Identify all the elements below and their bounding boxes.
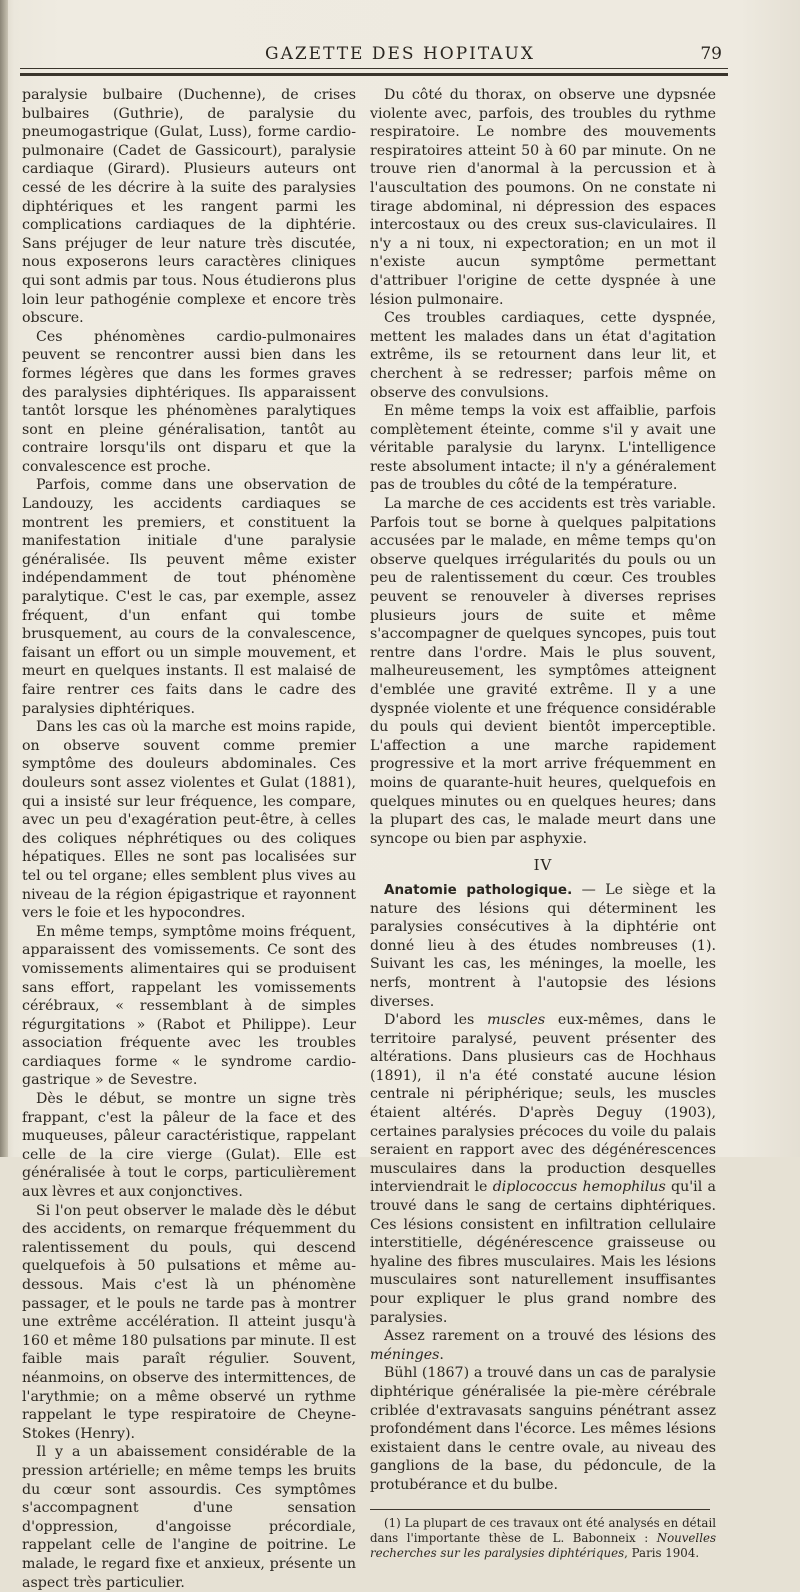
text-run: .	[439, 1346, 444, 1363]
paragraph: Ces phénomènes cardio-pulmonaires peuvent se rencontrer aussi bien dans les formes légères que dans les formes graves des paralysies diphtériques. Ils apparaissent tantôt lorsque les phénomènes paralytiques sont en pleine généralisation, tantôt au contraire lorsqu'ils ont disparu et que la convalescence est proche.	[22, 328, 356, 475]
paragraph: Du côté du thorax, on observe une dypsnée violente avec, parfois, des troubles du rythme respiratoire. Le nombre des mouvements respiratoires atteint 50 à 60 par minute. On ne trouve rien d'anormal à la percussion et à l'auscultation des poumons. On ne constate ni tirage abdominal, ni dépression des espaces intercostaux ou des creux sus-claviculaires. Il n'y a ni toux, ni expectoration; en un mot il n'existe aucun symptôme permettant d'attribuer l'origine de cette dyspnée à une lésion pulmonaire.	[370, 87, 716, 308]
right-column	[370, 86, 716, 1561]
paragraph: paralysie bulbaire (Duchenne), de crises bulbaires (Guthrie), de paralysie du pneumogastrique (Gulat, Luss), forme cardio-pulmonaire (Cadet de Gassicourt), paralysie cardiaque (Girard). Plusieurs auteurs ont cessé de les décrire à la suite des paralysies diphtériques et les rangent parmi les complications cardiaques de la diphtérie. Sans préjuger de leur nature très discutée, nous exposerons leurs caractères cliniques qui sont admis par tous. Nous étudierons plus loin leur pathogénie complexe et encore très obscure.	[22, 87, 356, 327]
paragraph: Il y a un abaissement considérable de la pression artérielle; en même temps les bruits du cœur sont assourdis. Ces symptômes s'accompagnent d'une sensation d'oppression, d'angoisse précordiale, rappelant celle de l'angine de poitrine. Le malade, le regard fixe et anxieux, présente un aspect très particulier.	[22, 1444, 356, 1591]
section-intro-text: — Le siège et la nature des lésions qui déterminent les paralysies consécutives à la diphtérie ont donné lieu à des études nombreuses (1). Suivant les cas, les méninges, la moelle, les nerfs, montrent à l'autopsie des lésions diverses.	[370, 881, 716, 1010]
text-run: (1) La plupart de ces travaux ont été analysés en détail dans l'importante thèse de L. Babonneix :	[370, 1515, 716, 1545]
meninges-paragraph	[370, 1327, 716, 1364]
muscles-paragraph	[370, 1011, 716, 1327]
binding-edge	[0, 0, 8, 1157]
paragraph: Parfois, comme dans une observation de Landouzy, les accidents cardiaques se montrent les premiers, et constituent la manifestation initiale d'une paralysie généralisée. Ils peuvent même exister indépendamment de tout phénomène paralytique. C'est le cas, par exemple, assez fréquent, d'un enfant qui tombe brusquement, au cours de la convalescence, faisant un effort ou un simple mouvement, et meurt en quelques instants. Il est malaisé de faire rentrer ces faits dans le cadre des paralysies diphtériques.	[22, 477, 356, 717]
paragraph: La marche de ces accidents est très variable. Parfois tout se borne à quelques palpitations accusées par le malade, en même temps qu'on observe quelques irrégularités du pouls ou un peu de ralentissement du cœur. Ces troubles peuvent se renouveler à diverses reprises plusieurs jours de suite et même s'accompagner de quelques syncopes, puis tout rentre dans l'ordre. Mais le plus souvent, malheureusement, les symptômes atteignent d'emblée une gravité extrême. Il y a une dyspnée violente et une fréquence considérable du pouls qui devient bientôt imperceptible. L'affection a une marche rapidement progressive et la mort arrive fréquemment en moins de quarante-huit heures, quelquefois en quelques minutes ou en quelques heures; dans la plupart des cas, le malade meurt dans une syncope ou bien par asphyxie.	[370, 496, 716, 847]
journal-title: GAZETTE DES HOPITAUX	[264, 44, 535, 64]
section-numeral: IV	[533, 856, 553, 875]
italic-term: diplococcus hemophilus	[492, 1179, 666, 1196]
text-run: D'abord les	[384, 1012, 488, 1029]
paragraph: En même temps la voix est affaiblie, parfois complètement éteinte, comme s'il y avait une véritable paralysie du larynx. L'intelligence reste absolument intacte; il n'y a généralement pas de troubles du côté de la température.	[370, 403, 716, 494]
left-column	[22, 86, 356, 1592]
text-run: qu'il a trouvé dans le sang de certains diphtériques. Ces lésions consistent en infiltration cellulaire interstitielle, dégénérescence graisseuse ou hyaline des fibres musculaires. Mais les lésions musculaires sont naturellement insuffisantes pour expliquer le plus grand nombre des paralysies.	[370, 1179, 716, 1326]
paragraph: Ces troubles cardiaques, cette dyspnée, mettent les malades dans un état d'agitation extrême, ils se retournent dans leur lit, et cherchent à se redresser; parfois même on observe des convulsions.	[370, 310, 716, 401]
footnote	[370, 1516, 716, 1561]
italic-term: méninges	[370, 1346, 440, 1363]
italic-title: Nouvelles recherches sur les paralysies diphtériques	[370, 1530, 716, 1560]
paragraph: Dès le début, se montre un signe très frappant, c'est la pâleur de la face et des muqueuses, pâleur caractéristique, rappelant celle de la cire vierge (Gulat). Elle est généralisée à tout le corps, particulièrement aux lèvres et aux conjonctives.	[22, 1091, 356, 1201]
paragraph: En même temps, symptôme moins fréquent, apparaissent des vomissements. Ce sont des vomissements alimentaires qui se produisent sans effort, rappelant les vomissements cérébraux, « ressemblant à de simples régurgitations » (Rabot et Philippe). Leur association fréquente avec les troubles cardiaques forme « le syndrome cardio-gastrique » de Sevestre.	[22, 923, 356, 1089]
header-rule-thick	[20, 73, 728, 76]
header-rule-thin	[20, 68, 728, 69]
page-number: 79	[700, 44, 722, 64]
text-run: Assez rarement on a trouvé des lésions des	[384, 1328, 716, 1345]
paragraph: Si l'on peut observer le malade dès le début des accidents, on remarque fréquemment du ralentissement du pouls, qui descend quelquefois à 50 pulsations et même au-dessous. Mais c'est là un phénomène passager, et le pouls ne tarde pas à montrer une extrême accélération. Il atteint jusqu'à 160 et même 180 pulsations par minute. Il est faible mais paraît régulier. Souvent, néanmoins, on observe des intermittences, de l'arythmie; on a même observé un rythme rappelant le type respiratoire de Cheyne-Stokes (Henry).	[22, 1202, 356, 1442]
text-run: , Paris 1904.	[624, 1545, 700, 1560]
section-heading: Anatomie pathologique.	[384, 881, 573, 898]
italic-term: muscles	[487, 1012, 546, 1029]
section-intro-paragraph	[370, 881, 716, 1011]
footnote-rule	[370, 1509, 710, 1510]
text-run: eux-mêmes, dans le territoire paralysé, peuvent présenter des altérations. Dans plusieurs cas de Hochhaus (1891), il n'a été constaté aucune lésion centrale ni périphérique; seuls, les muscles étaient altérés. D'après Deguy (1903), certaines paralysies précoces du voile du palais seraient en rapport avec des dégénérescences musculaires dans la production desquelles interviendrait le	[370, 1012, 716, 1196]
paragraph: Dans les cas où la marche est moins rapide, on observe souvent comme premier symptôme des douleurs abdominales. Ces douleurs sont assez violentes et Gulat (1881), qui a insisté sur leur fréquence, les compare, avec un peu d'exagération peut-être, à celles des coliques néphrétiques ou des coliques hépatiques. Elles ne sont pas localisées sur tel ou tel organe; elles semblent plus vives au niveau de la région épigastrique et rayonnent vers le foie et les hypocondres.	[22, 719, 356, 922]
paragraph: Bühl (1867) a trouvé dans un cas de paralysie diphtérique généralisée la pie-mère cérébrale criblée d'extravasats sanguins pénétrant assez profondément dans l'écorce. Les mêmes lésions existaient dans le centre ovale, au niveau des ganglions de la base, du pédoncule, de la protubérance et du bulbe.	[370, 1365, 716, 1493]
